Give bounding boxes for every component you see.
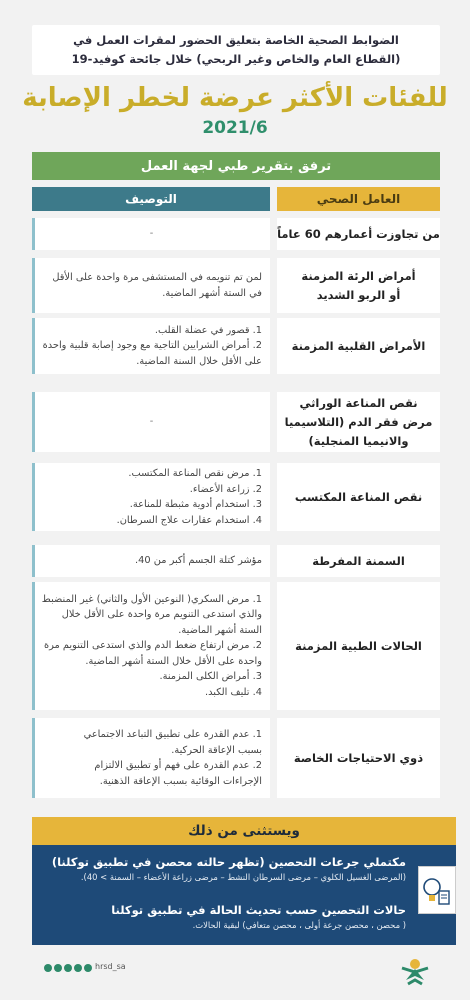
factor-line: نقص المناعة الوراثي (299, 395, 418, 410)
table-row (32, 718, 440, 798)
row-description (32, 545, 270, 577)
row-factor (277, 718, 440, 798)
table-row (32, 582, 440, 710)
twitter-icon (44, 964, 52, 972)
description-line: مؤشر كتلة الجسم أكبر من 40. (135, 555, 262, 567)
row-factor (277, 258, 440, 313)
row-description (32, 258, 270, 313)
exception-detail: ( محصن ، محصن جرعة أولى ، محصن متعافي) لبقية الحالات. (192, 920, 406, 930)
factor-line: مرض فقر الدم (التلاسيميا (284, 414, 433, 429)
row-description (32, 463, 270, 531)
description-line: واحدة على الأقل خلال الستة أشهر الماضية. (85, 655, 262, 667)
factor-line: والانيميا المنجلية) (308, 433, 409, 448)
description-line: - (149, 228, 154, 240)
factor-line: من تجاوزت أعمارهم 60 عاماً (277, 226, 440, 241)
row-factor (277, 545, 440, 577)
row-description (32, 582, 270, 710)
row-factor (277, 463, 440, 531)
factor-line: الحالات الطبية المزمنة (295, 638, 422, 653)
row-description (32, 392, 270, 452)
table-row (32, 318, 440, 374)
table-row (32, 545, 440, 577)
description-line: 4. تليف الكبد. (205, 686, 262, 698)
description-line: 2. أمراض الشرايين التاجية مع وجود إصابة قلبية واحدة (42, 340, 262, 352)
row-factor (277, 218, 440, 250)
row-factor (277, 392, 440, 452)
exception-item (46, 853, 406, 884)
description-line: 1. عدم القدرة على تطبيق التباعد الاجتماعي (83, 729, 262, 740)
exception-item (46, 901, 406, 932)
description-line: 4. استخدام عقارات علاج السرطان. (116, 514, 262, 526)
description-line: 3. أمراض الكلى المزمنة. (159, 671, 262, 683)
exception-detail: (المرضى الغسيل الكلوي – مرضى السرطان النشط – مرضى زراعة الأعضاء – السمنة > 40). (80, 872, 406, 882)
description-line: لمن تم تنويمه في المستشفى مرة واحدة على الأقل (52, 272, 262, 283)
description-line: على الأقل خلال السنة الماضية. (136, 355, 262, 367)
exception-heading: مكتملي جرعات التحصين (تظهر حالته محصن في تطبيق توكلنا) (51, 855, 406, 869)
description-line: - (149, 416, 154, 428)
facebook-icon (64, 964, 72, 972)
factor-line: ذوي الاحتياجات الخاصة (293, 750, 424, 765)
social-icons (44, 964, 92, 972)
exceptions-title: ويستثنى من ذلك (32, 817, 456, 845)
factor-line: أو الربو الشديد (316, 287, 401, 302)
table-row (32, 463, 440, 531)
snapchat-icon (84, 964, 92, 972)
table-row (32, 258, 440, 313)
header-box (32, 25, 440, 75)
ministry-logo (394, 950, 436, 990)
exception-heading: حالات التحصين حسب تحديث الحالة في تطبيق توكلنا (111, 903, 406, 917)
social-handle: hrsd_sa (95, 962, 126, 971)
instagram-icon (54, 964, 62, 972)
header-line-2: (القطاع العام والخاص وغير الربحي) خلال جائحة كوفيد-19 (71, 52, 401, 66)
youtube-icon (74, 964, 82, 972)
description-line: الإجراءات الوقائية بسبب الإعاقة الذهنية. (99, 775, 262, 787)
column-header-description: التوصيف (32, 187, 270, 211)
header-line-1: الضوابط الصحية الخاصة بتعليق الحضور لمقرات العمل في (73, 33, 399, 47)
description-line: بسبب الإعاقة الحركية. (171, 744, 262, 756)
description-line: 1. مرض نقص المناعة المكتسب. (128, 468, 262, 479)
factor-line: أمراض الرئة المزمنة (301, 268, 416, 283)
date-label: 2021/6 (202, 118, 268, 138)
factor-line: نقص المناعة المكتسب (294, 489, 423, 504)
description-line: في الستة أشهر الماضية. (162, 287, 262, 299)
row-description (32, 218, 270, 250)
description-line: 1. مرض السكري( النوعين الأول والثاني) غير المنضبط (41, 593, 262, 605)
table-row (32, 218, 440, 250)
description-line: 1. قصور في عضلة القلب. (154, 324, 262, 336)
row-factor (277, 318, 440, 374)
description-line: 2. زراعة الأعضاء. (189, 483, 262, 495)
exceptions-box (32, 817, 456, 945)
description-line: 2. مرض ارتفاع ضغط الدم والذي استدعى التنويم مرة (44, 640, 262, 652)
description-line: 3. استخدام أدوية مثبطة للمناعة. (129, 499, 262, 510)
lightbulb-document-icon (418, 866, 456, 914)
row-description (32, 318, 270, 374)
medical-report-banner: ترفق بتقرير طبي لجهة العمل (32, 152, 440, 180)
factor-line: الأمراض القلبية المزمنة (291, 338, 426, 353)
description-line: والذي استدعى التنويم مرة واحدة على الأقل خلال (61, 609, 262, 621)
factor-line: السمنة المفرطة (312, 553, 405, 568)
page-title: للفئات الأكثر عرضة لخطر الإصابة (22, 83, 448, 113)
description-line: الستة أشهر الماضية. (178, 624, 262, 636)
description-line: 2. عدم القدرة على فهم أو تطبيق الالتزام (94, 760, 262, 771)
row-factor (277, 582, 440, 710)
row-description (32, 718, 270, 798)
column-header-factor: العامل الصحي (277, 187, 440, 211)
table-row (32, 392, 440, 452)
